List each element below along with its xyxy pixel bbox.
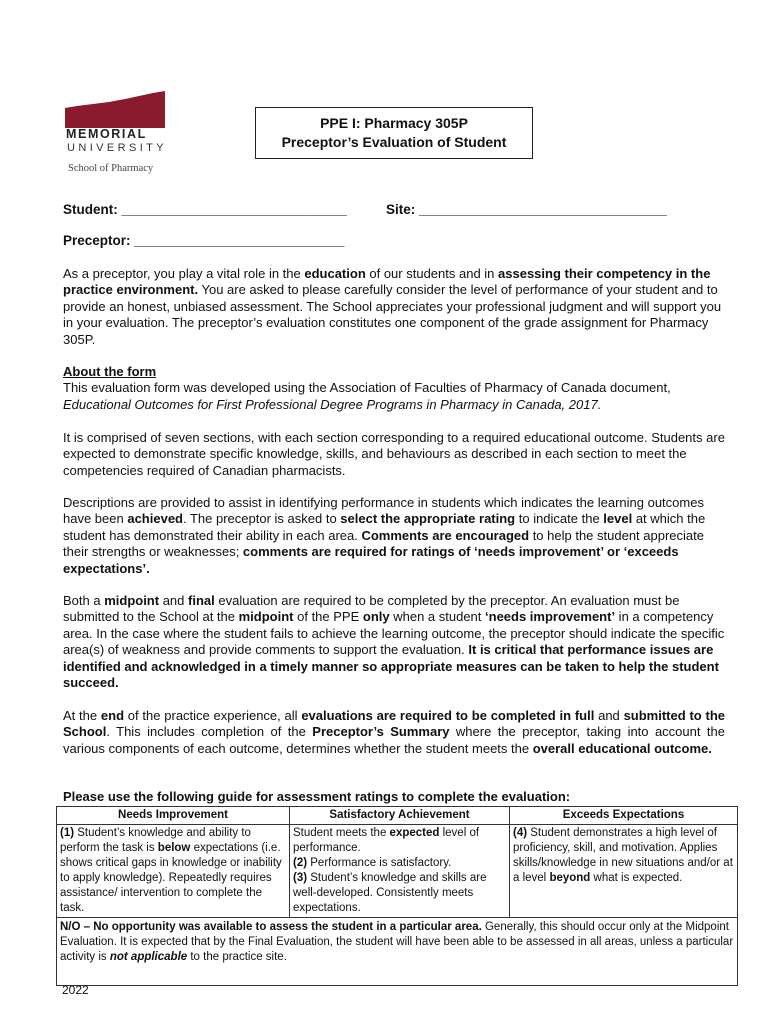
mid-bold-3: midpoint: [238, 609, 294, 625]
student-field[interactable]: Student: ______________________________: [63, 202, 347, 217]
logo-school: School of Pharmacy: [68, 163, 154, 174]
mid-text-3: evaluation are required to be completed by the preceptor. An evaluation must be submitted to the School at the: [63, 593, 680, 625]
end-paragraph: [63, 708, 725, 757]
sat-bold-1: expected: [389, 827, 440, 839]
rating-2-number: (2): [293, 857, 308, 869]
no-bold-1: N/O – No opportunity was available to assess the student in a particular area.: [60, 921, 482, 933]
rating-1-number: (1): [60, 827, 75, 839]
end-text-1: At the: [63, 708, 101, 723]
memorial-university-logo: [63, 90, 167, 180]
desc-bold-5: comments are required for ratings of ‘needs improvement’ or ‘exceeds expectations’.: [63, 544, 679, 576]
desc-bold-4: Comments are encouraged: [361, 527, 530, 543]
mid-text-2: and: [159, 593, 189, 608]
needs-bold-1: below: [157, 842, 191, 854]
exc-text-2: what is expected.: [590, 872, 683, 884]
sat-text-3: Performance is satisfactory.: [307, 857, 452, 869]
end-bold-4: Preceptor’s Summary: [312, 724, 450, 740]
about-heading: About the form: [63, 364, 157, 379]
mid-bold-4: only: [362, 609, 390, 625]
sat-text-1: Student meets the: [293, 827, 390, 839]
no-text-1: Generally, this should occur only at the Midpoint Evaluation. It is expected that by the Final Evaluation, the student will have been able to be assessed in all areas, unless a particular activity is: [60, 921, 734, 963]
mid-text-4: of the PPE: [293, 609, 363, 625]
preceptor-field[interactable]: Preceptor: ____________________________: [63, 233, 345, 248]
end-text-2: of the practice experience, all: [124, 708, 302, 723]
guide-heading: Please use the following guide for assessment ratings to complete the evaluation:: [63, 789, 571, 804]
intro-text-2: of our students and in: [365, 266, 499, 281]
end-bold-1: end: [100, 708, 125, 723]
no-opportunity-cell: [57, 918, 738, 986]
site-field[interactable]: Site: _________________________________: [386, 202, 667, 217]
intro-text-3: You are asked to please carefully consider the level of performance of your student and to provide an honest, unbiased assessment. The School appreciates your professional judgment and will support you in your evaluation. The preceptor’s evaluation constitutes one component of the grade assignment for Pharmacy 305P.: [63, 282, 722, 347]
end-bold-5: overall educational outcome.: [532, 740, 712, 756]
intro-bold-1: education: [304, 266, 366, 281]
ratings-table: [56, 806, 738, 986]
ratings-header-row: [57, 807, 738, 825]
footer-year: 2022: [62, 983, 89, 997]
needs-text-2: expectations (i.e. shows critical gaps in knowledge or inability to apply knowledge). Repeatedly requires assistance/ intervention to complete the task.: [60, 842, 282, 914]
mid-text-1: Both a: [63, 593, 105, 608]
header-satisfactory: Satisfactory Achievement: [290, 807, 510, 825]
exceeds-cell: [510, 825, 738, 918]
about-document-title: Educational Outcomes for First Professional Degree Programs in Pharmacy in Canada, 2017.: [63, 396, 602, 412]
desc-bold-1: achieved: [127, 511, 183, 527]
intro-text-1: As a preceptor, you play a vital role in the: [63, 266, 305, 281]
desc-text-3: to indicate the: [515, 511, 604, 527]
logo-university: UNIVERSITY: [67, 142, 168, 154]
needs-improvement-cell: [57, 825, 290, 918]
header-exceeds: Exceeds Expectations: [510, 807, 738, 825]
intro-bold-2: assessing their competency in the practice environment.: [63, 266, 711, 298]
no-bold-italic-1: not applicable: [109, 951, 188, 963]
header-needs-improvement: Needs Improvement: [57, 807, 290, 825]
needs-text-1: Student’s knowledge and ability to perform the task is: [60, 827, 251, 854]
mid-text-5: when a student: [389, 609, 486, 625]
desc-text-5: to help the student appreciate their strengths or weaknesses;: [63, 527, 704, 560]
midpoint-paragraph: [63, 593, 725, 691]
mid-bold-6: It is critical that performance issues are identified and acknowledged in a timely manner so appropriate measures can be taken to help the student succeed.: [63, 642, 719, 691]
ratings-description-row: [57, 825, 738, 918]
mid-bold-2: final: [188, 593, 215, 608]
desc-bold-3: level: [603, 511, 633, 527]
desc-text-1: Descriptions are provided to assist in identifying performance in students which indicates the learning outcomes have been: [63, 495, 704, 527]
logo-banner-shape: [63, 90, 167, 130]
sections-paragraph: It is comprised of seven sections, with each section corresponding to a required educational outcome. Students are expected to demonstrate specific knowledge, skills, and behaviours as described in each section to meet the competencies required of Canadian pharmacists.: [63, 430, 725, 478]
desc-text-4: at which the student has demonstrated their ability in each area.: [63, 511, 706, 543]
desc-bold-2: select the appropriate rating: [340, 511, 516, 527]
satisfactory-cell: [290, 825, 510, 918]
exc-text-1: Student demonstrates a high level of proficiency, skill, and motivation. Applies skills/knowledge in new situations and/or at a level: [513, 827, 733, 884]
end-text-3: and: [594, 708, 624, 723]
about-section: [63, 364, 725, 413]
ratings-no-row: [57, 918, 738, 986]
desc-text-2: . The preceptor is asked to: [183, 511, 341, 527]
rating-3-number: (3): [293, 872, 308, 884]
sat-text-4: Student’s knowledge and skills are well-developed. Consistently meets expectations.: [293, 872, 487, 914]
mid-bold-1: midpoint: [104, 593, 160, 608]
mid-text-6: in a competency area. In the case where the student fails to achieve the learning outcome, the preceptor should indicate the specific area(s) of weakness and provide comments to support the evaluation.: [63, 609, 725, 658]
descriptions-paragraph: [63, 495, 725, 577]
no-text-2: to the practice site.: [187, 951, 287, 963]
title-line-1: PPE I: Pharmacy 305P: [320, 115, 468, 131]
document-title-box: [255, 107, 533, 159]
exc-bold-1: beyond: [549, 872, 591, 884]
end-text-4: . This includes completion of the: [106, 724, 313, 740]
about-text: This evaluation form was developed using the Association of Faculties of Pharmacy of Canada document,: [63, 380, 671, 396]
mid-bold-5: ‘needs improvement’: [485, 609, 616, 625]
sat-text-2: level of performance.: [293, 827, 480, 854]
intro-paragraph: [63, 266, 725, 348]
end-bold-2: evaluations are required to be completed in full: [301, 708, 595, 723]
title-line-2: Preceptor’s Evaluation of Student: [281, 134, 507, 150]
end-bold-3: submitted to the School: [63, 708, 725, 740]
rating-4-number: (4): [513, 827, 528, 839]
logo-name: MEMORIAL: [66, 127, 147, 141]
end-text-5: where the preceptor, taking into account the various components of each outcome, determines whether the student meets the: [63, 724, 725, 756]
